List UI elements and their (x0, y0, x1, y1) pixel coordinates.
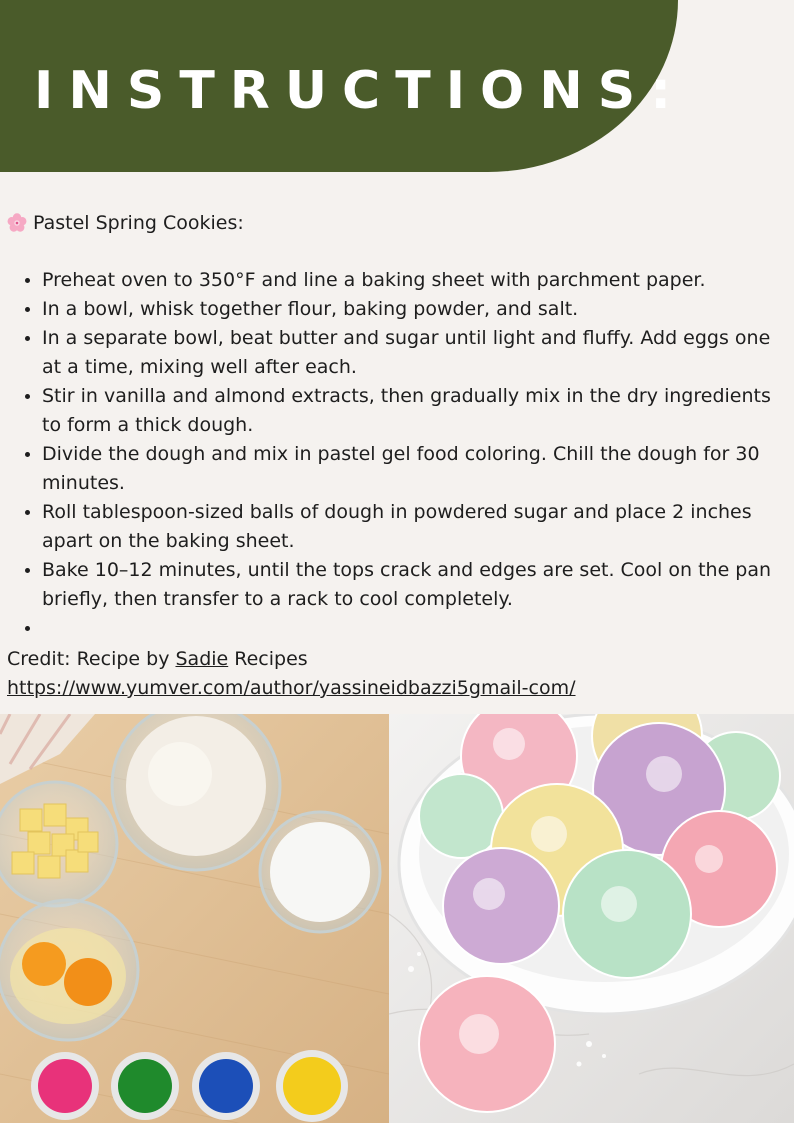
list-item: • Divide the dough and mix in pastel gel food coloring. Chill the dough for 30 minutes. (42, 440, 780, 498)
cookies-photo (389, 714, 794, 1123)
page-title: INSTRUCTIONS: (34, 61, 687, 121)
credit-prefix: Credit: Recipe by (7, 648, 176, 670)
recipe-subtitle (6, 210, 244, 236)
list-item: • Bake 10–12 minutes, until the tops crack and edges are set. Cool on the pan briefly, then transfer to a rack to cool completely. (42, 556, 780, 614)
author-link[interactable]: Sadie (175, 648, 229, 670)
list-item: • Preheat oven to 350°F and line a baking sheet with parchment paper. (42, 266, 780, 295)
header-banner (0, 0, 687, 172)
list-item-empty (42, 614, 780, 643)
instruction-list (0, 266, 794, 643)
list-item: • Stir in vanilla and almond extracts, then gradually mix in the dry ingredients to form a thick dough. (42, 382, 780, 440)
credit-line (7, 645, 308, 674)
list-item: • In a bowl, whisk together flour, baking powder, and salt. (42, 295, 780, 324)
credit-url-link[interactable]: https://www.yumver.com/author/yassineidbazzi5gmail-com/ (7, 677, 576, 699)
photo-strip (0, 714, 794, 1123)
list-item: • In a separate bowl, beat butter and sugar until light and fluffy. Add eggs one at a time, mixing well after each. (42, 324, 780, 382)
credit-suffix: Recipes (228, 648, 308, 670)
list-item: • Roll tablespoon-sized balls of dough in powdered sugar and place 2 inches apart on the baking sheet. (42, 498, 780, 556)
ingredients-photo (0, 714, 389, 1123)
cherry-blossom-icon (6, 212, 28, 234)
recipe-subtitle-text: Pastel Spring Cookies: (33, 212, 244, 234)
